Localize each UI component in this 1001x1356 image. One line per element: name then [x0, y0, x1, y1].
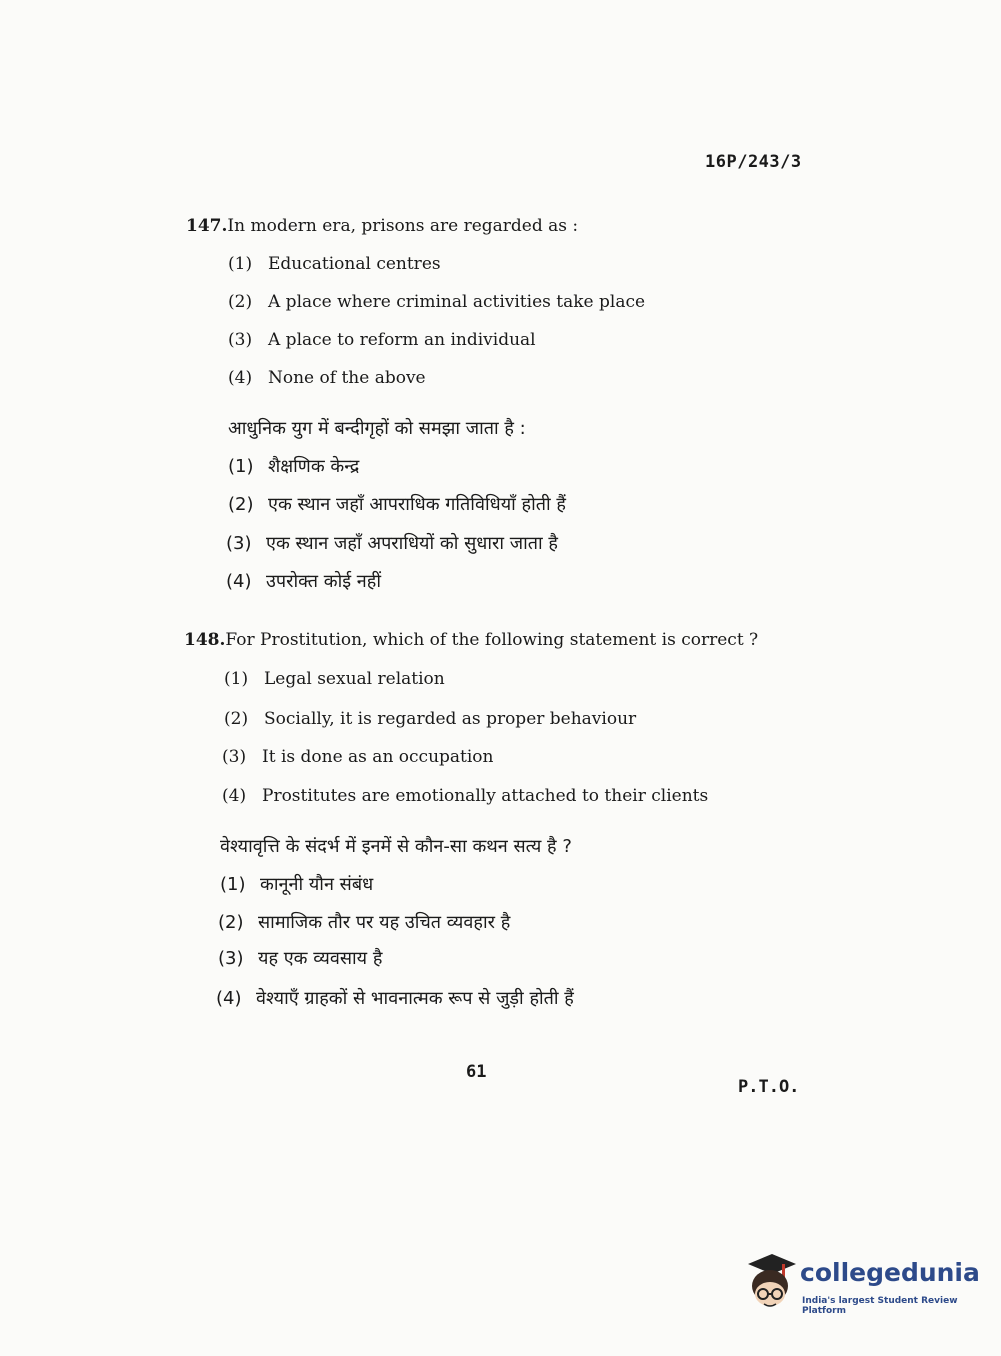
paper-code: 16P/243/3 — [705, 152, 802, 172]
option-en: (3) It is done as an occupation — [222, 747, 494, 767]
question-text-hi: आधुनिक युग में बन्दीगृहों को समझा जाता है : — [228, 418, 526, 439]
option-hi: (1) कानूनी यौन संबंध — [220, 874, 374, 895]
watermark-tagline: India's largest Student Review Platform — [802, 1296, 958, 1316]
option-hi: (3) यह एक व्यवसाय है — [218, 948, 383, 969]
question-text-hi: वेश्यावृत्ति के संदर्भ में इनमें से कौन-सा कथन सत्य है ? — [220, 836, 572, 857]
pto-label: P.T.O. — [738, 1077, 800, 1097]
option-en: (4) None of the above — [228, 368, 426, 388]
option-en: (1) Legal sexual relation — [224, 669, 445, 689]
question-number: 147. — [186, 216, 228, 236]
option-hi: (2) एक स्थान जहाँ आपराधिक गतिविधियाँ होती हैं — [228, 494, 566, 515]
question-147 — [186, 216, 578, 236]
option-hi: (4) वेश्याएँ ग्राहकों से भावनात्मक रूप से जुड़ी होती हैं — [216, 988, 574, 1009]
mascot-icon — [742, 1252, 798, 1314]
option-hi: (2) सामाजिक तौर पर यह उचित व्यवहार है — [218, 912, 511, 933]
option-en: (2) Socially, it is regarded as proper behaviour — [224, 709, 637, 729]
collegedunia-watermark — [742, 1252, 980, 1316]
page-number: 61 — [466, 1062, 487, 1082]
watermark-name: collegedunia — [800, 1258, 980, 1287]
option-en: (1) Educational centres — [228, 254, 441, 274]
option-hi: (1) शैक्षणिक केन्द्र — [228, 456, 360, 477]
option-hi: (4) उपरोक्त कोई नहीं — [226, 571, 381, 592]
option-en: (2) A place where criminal activities take place — [228, 292, 646, 312]
option-en: (4) Prostitutes are emotionally attached to their clients — [222, 786, 709, 806]
option-hi: (3) एक स्थान जहाँ अपराधियों को सुधारा जाता है — [226, 533, 558, 554]
question-text-en: For Prostitution, which of the following statement is correct ? — [225, 630, 759, 650]
question-text-en: In modern era, prisons are regarded as : — [227, 216, 579, 236]
option-en: (3) A place to reform an individual — [228, 330, 536, 350]
question-number: 148. — [184, 630, 226, 650]
question-148 — [184, 630, 758, 650]
